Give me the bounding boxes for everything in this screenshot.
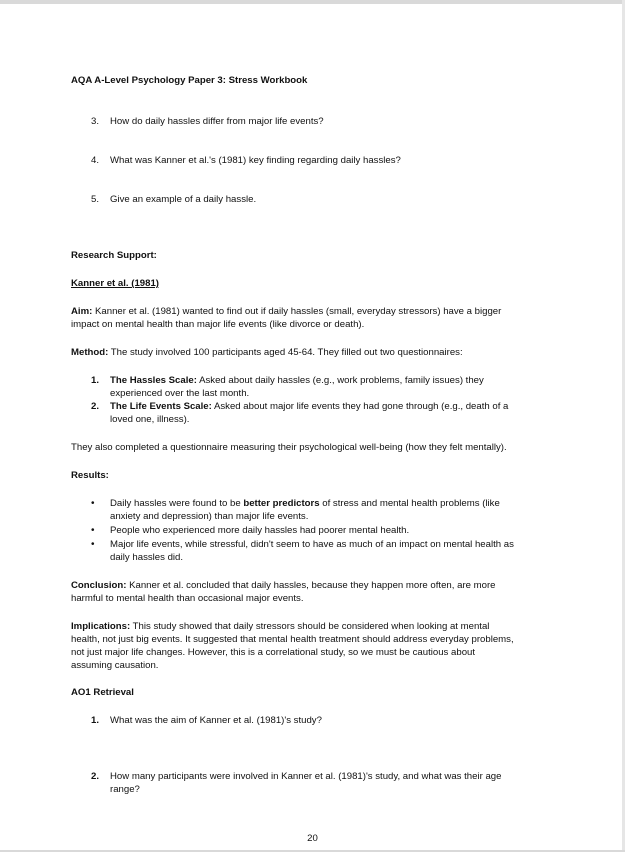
- implications-line3: not just major life changes. However, this is a correlational study, so we must be cautious about: [71, 647, 476, 658]
- ao1-question-text: What was the aim of Kanner et al. (1981)'s study?: [110, 715, 322, 726]
- method-item-number: 1.: [90, 375, 99, 386]
- ao1-question-number: 2.: [90, 771, 99, 782]
- question-text: How do daily hassles differ from major life events?: [110, 116, 324, 127]
- implications-line4: assuming causation.: [71, 660, 159, 671]
- result-item: [110, 497, 550, 510]
- top-border: [0, 0, 625, 4]
- aim-paragraph-line2: impact on mental health than major life events (like divorce or death).: [71, 319, 365, 330]
- page-number: 20: [307, 833, 318, 844]
- result-item: Major life events, while stressful, didn't seem to have as much of an impact on mental health as: [110, 539, 514, 550]
- method-item-label: The Hassles Scale:: [110, 375, 197, 386]
- study-title: Kanner et al. (1981): [71, 278, 159, 289]
- implications-line2: health, not just big events. It suggested that mental health treatment should address everyday problems,: [71, 634, 514, 645]
- also-paragraph: They also completed a questionnaire measuring their psychological well-being (how they felt mentally).: [71, 442, 507, 453]
- method-item-line2: experienced over the last month.: [110, 388, 250, 399]
- result-text: Daily hassles were found to be: [110, 498, 244, 509]
- method-item: [110, 400, 550, 413]
- method-item-line2: loved one, illness).: [110, 414, 190, 425]
- implications-paragraph: [71, 620, 556, 633]
- bullet-icon: •: [91, 498, 95, 509]
- result-text: of stress and mental health problems (like: [319, 498, 500, 509]
- aim-paragraph: [71, 305, 556, 318]
- question-text: What was Kanner et al.'s (1981) key finding regarding daily hassles?: [110, 155, 401, 166]
- ao1-question-line2: range?: [110, 784, 140, 795]
- result-emphasis: better predictors: [243, 498, 320, 509]
- implications-label: Implications:: [71, 621, 131, 632]
- question-number: 5.: [90, 194, 99, 205]
- result-item-line2: anxiety and depression) than major life events.: [110, 511, 309, 522]
- method-item: [110, 374, 550, 387]
- method-text: The study involved 100 participants aged 45-64. They filled out two questionnaires:: [108, 347, 463, 358]
- result-item: People who experienced more daily hassles had poorer mental health.: [110, 525, 410, 536]
- method-label: Method:: [71, 347, 109, 358]
- result-item-line2: daily hassles did.: [110, 552, 184, 563]
- conclusion-line2: harmful to mental health than occasional major events.: [71, 593, 304, 604]
- bullet-icon: •: [91, 525, 95, 536]
- aim-label: Aim:: [71, 306, 93, 317]
- bullet-icon: •: [91, 539, 95, 550]
- ao1-question-text: How many participants were involved in Kanner et al. (1981)'s study, and what was their age: [110, 771, 502, 782]
- conclusion-text: Kanner et al. concluded that daily hassles, because they happen more often, are more: [126, 580, 496, 591]
- method-item-text: Asked about major life events they had gone through (e.g., death of a: [211, 401, 509, 412]
- research-heading: Research Support:: [71, 250, 157, 261]
- aim-text: Kanner et al. (1981) wanted to find out if daily hassles (small, everyday stressors) have a bigger: [92, 306, 502, 317]
- conclusion-label: Conclusion:: [71, 580, 127, 591]
- conclusion-paragraph: [71, 579, 556, 592]
- implications-text: This study showed that daily stressors should be considered when looking at mental: [130, 621, 490, 632]
- ao1-question-number: 1.: [90, 715, 99, 726]
- method-item-label: The Life Events Scale:: [110, 401, 212, 412]
- ao1-heading: AO1 Retrieval: [71, 687, 134, 698]
- question-number: 4.: [90, 155, 99, 166]
- page-title: AQA A-Level Psychology Paper 3: Stress Workbook: [71, 75, 308, 86]
- method-item-number: 2.: [90, 401, 99, 412]
- method-paragraph: [71, 346, 556, 359]
- question-text: Give an example of a daily hassle.: [110, 194, 257, 205]
- method-item-text: Asked about daily hassles (e.g., work problems, family issues) they: [196, 375, 484, 386]
- question-number: 3.: [90, 116, 99, 127]
- results-label: Results:: [71, 470, 109, 481]
